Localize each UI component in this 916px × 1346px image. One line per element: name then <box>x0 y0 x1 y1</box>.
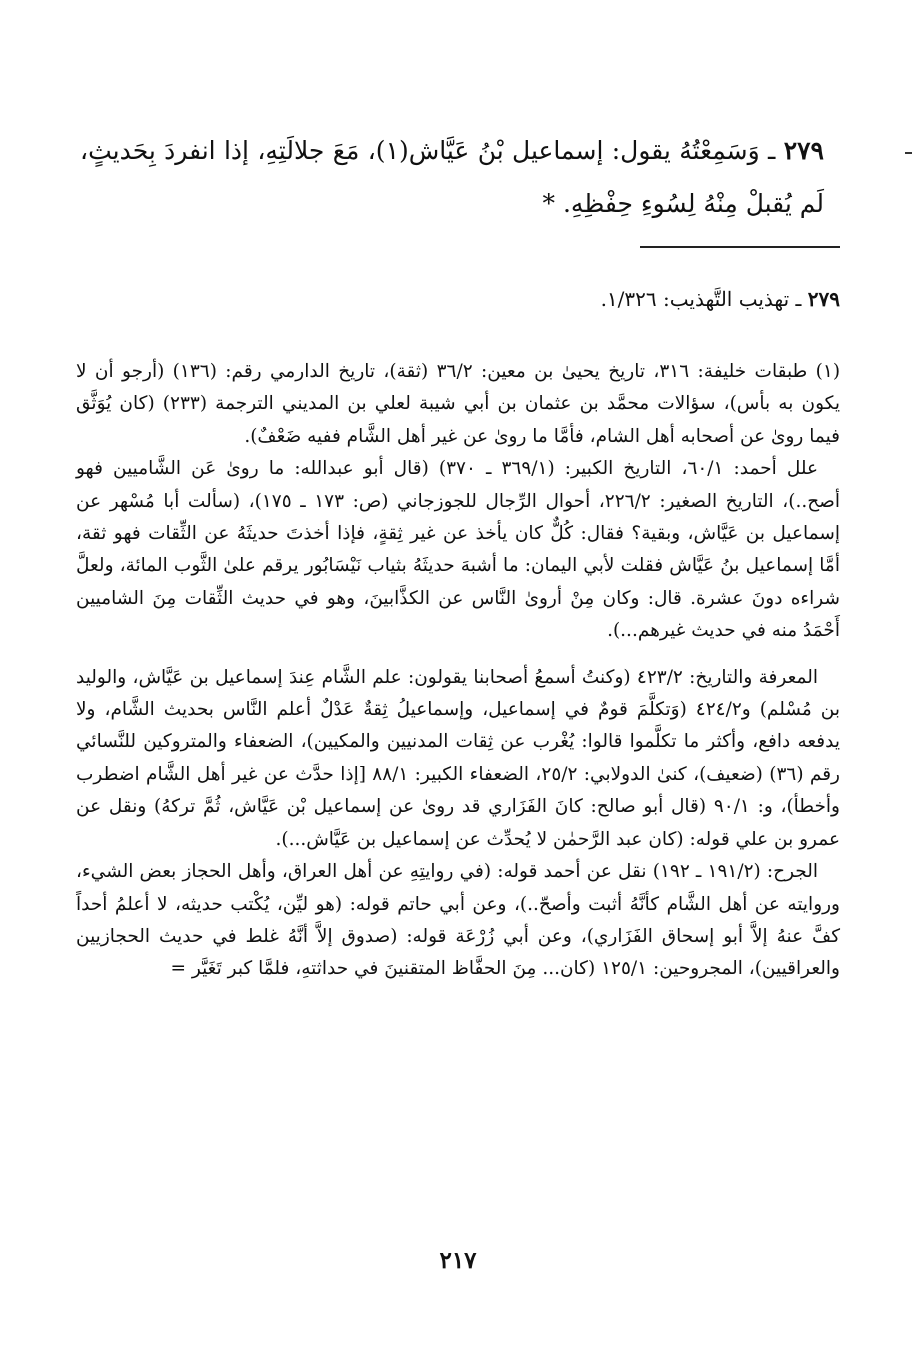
reference-line <box>80 284 840 314</box>
main-entry-body: ـ وَسَمِعْتُهُ يقول: إسماعيل بْنُ عَيَّاش(١)، مَعَ جلالَتِهِ، إذا انفردَ بِحَديثٍ، لَم يُقبلْ مِنْهُ لِسُوءِ حِفْظِهِ. * <box>80 136 824 218</box>
footnotes <box>76 356 840 986</box>
footnote-paragraph: الجرح: (١٩١/٢ ـ ١٩٢) نقل عن أحمد قوله: (في روايتِهِ عن أهل العراق، وأهل الحجاز بعض الشيء، وروايته عن أهل الشَّام كأنَّهُ أثبت وأصحّ..)، وعن أبي حاتم قوله: (هو ليِّن، يُكْتب حديثه، لا أعلمُ أحداً كفَّ عنهُ إلاَّ أبو إسحاق الفَزَاري)، وعن أبي زُرْعَة قوله: (صدوق إلاَّ أنَّهُ غلط في حديث الحجازيين والعراقيين)، المجروحين: ١٢٥/١ (كان... مِنَ الحفَّاظ المتقنينَ في حداثتهِ، فلمَّا كبر تَغَيَّر = <box>76 861 840 980</box>
page-number: ٢١٧ <box>439 1247 477 1274</box>
main-text <box>80 124 824 230</box>
footnote-paragraph: المعرفة والتاريخ: ٤٢٣/٢ (وكنتُ أسمعُ أصحابنا يقولون: علم الشَّام عِندَ إسماعيل بن عَيَّاش، والوليد بن مُسْلم) و٤٢٤/٢ (وَتكلَّمَ قومٌ في إسماعيل، وإسماعيلُ ثِقةٌ عَدْلٌ أعلم النَّاس بحديث الشَّام، ولا يدفعه دافع، وأكثر ما تكلَّموا قالوا: يُغْرب عن ثِقات المدنيين والمكيين)، الضعفاء والمتروكين للنَّسائي رقم (٣٦) (ضعيف)، كنىٰ الدولابي: ٢٥/٢، الضعفاء الكبير: ٨٨/١ [إذا حدَّث عن غير أهل الشَّام اضطرب وأخطأ)، و: ٩٠/١ (قال أبو صالح: كانَ الفَزَاري قد روىٰ عن إسماعيل بْن عَيَّاش، ثُمَّ تركهُ) ونقل عن عمرو بن علي قوله: (كان عبد الرَّحمٰن لا يُحدِّث عن إسماعيل بن عَيَّاش...). <box>76 666 840 850</box>
footnote-separator <box>640 246 840 248</box>
reference-number: ٢٧٩ <box>807 287 840 311</box>
main-entry-number: ٢٧٩ <box>783 136 824 165</box>
reference-body: ـ تهذيب التَّهذيب: ١/٣٢٦. <box>600 287 808 311</box>
footnote-paragraph: علل أحمد: ٦٠/١، التاريخ الكبير: (٣٦٩/١ ـ ٣٧٠) (قال أبو عبدالله: ما روىٰ عَن الشَّاميين فهو أصح..)، التاريخ الصغير: ٢٢٦/٢، أحوال الرِّجال للجوزجاني (ص: ١٧٣ ـ ١٧٥)، (سألت أبا مُسْهر عن إسماعيل بن عَيَّاش، وبقية؟ فقال: كُلٌّ كان يأخذ عن غير ثِقةٍ، فإذا أخذتَ حديثَهُ عن الثِّقات فهو ثقة، أمَّا إسماعيل بنُ عَيَّاش فقلت لأبي اليمان: ما أشبهَ حديثَهُ بثياب نَيْسَابُور يرقم علىٰ الثَّوب المائة، ولعلَّ شراءه دونَ عشرة. قال: وكان مِنْ أروىٰ النَّاس عن الكذَّابينَ، وهو في حديث الثِّقات مِنَ الشاميين أَحْمَدُ منه في حديث غيرهم...). <box>76 458 840 642</box>
footnote-paragraph: (١) طبقات خليفة: ٣١٦، تاريخ يحيىٰ بن معين: ٣٦/٢ (ثقة)، تاريخ الدارمي رقم: (١٣٦) (أرجو أن لا يكون به بأس)، سؤالات محمَّد بن عثمان بن أبي شيبة لعلي بن المديني الترجمة (٢٣٣) (كان يُوَثَّق فيما روىٰ عن أصحابه أهل الشام، فأمَّا ما روىٰ عن غير أهل الشَّام ففيه ضَعْفٌ). <box>76 361 841 447</box>
margin-dash <box>905 152 912 154</box>
